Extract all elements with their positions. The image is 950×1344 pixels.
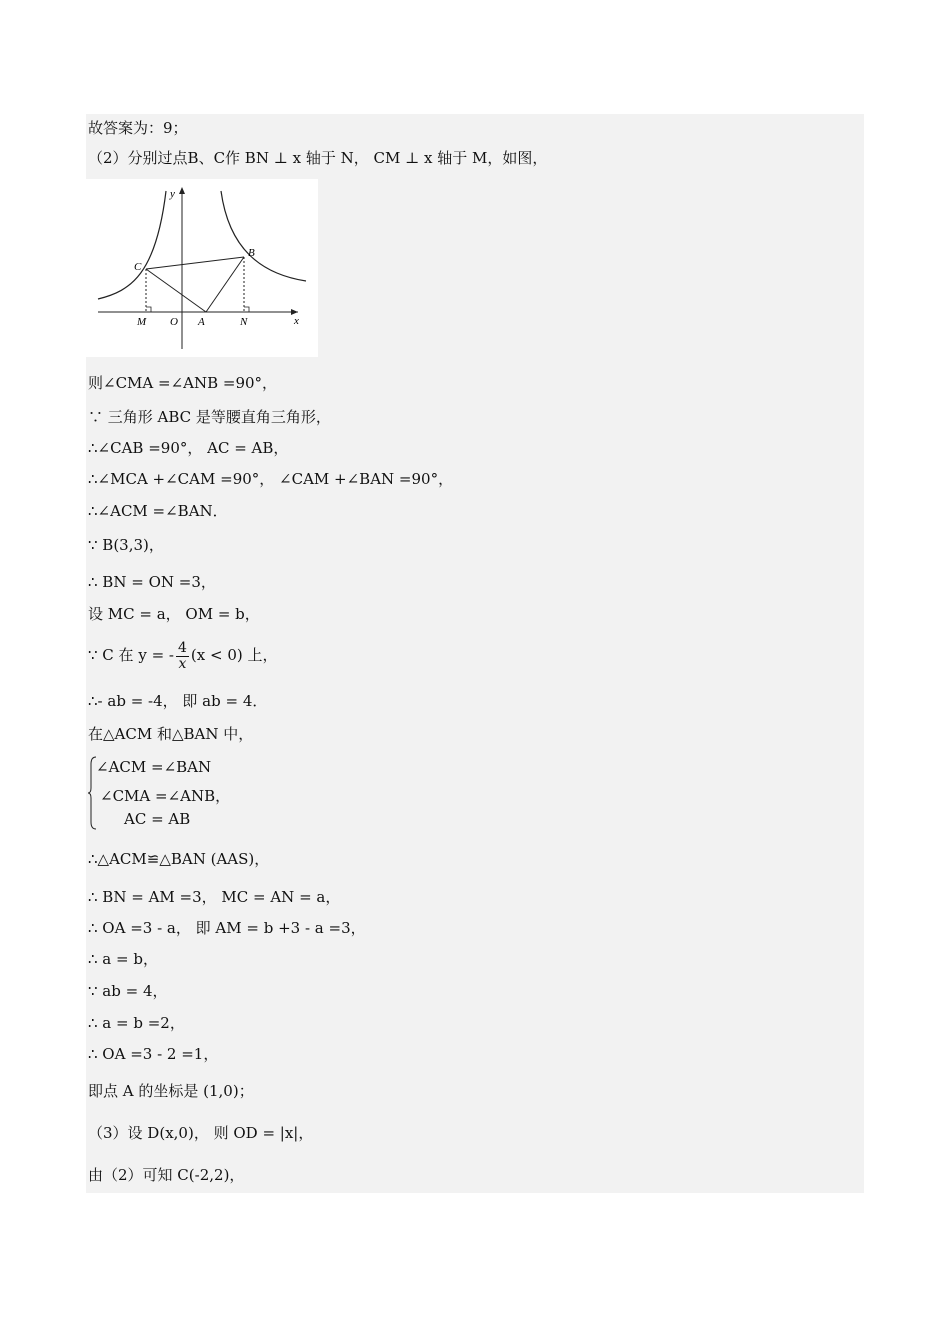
step-oa: ∴ OA =3 - a， 即 AM = b +3 - a =3，: [88, 919, 366, 937]
step-ab-eq-4: ∵ ab = 4，: [88, 982, 168, 1000]
part2-intro: （2）分别过点B、C作 BN ⊥ x 轴于 N， CM ⊥ x 轴于 M，如图，: [88, 149, 548, 167]
step-oa-1: ∴ OA =3 - 2 =1，: [88, 1045, 219, 1063]
label-N: N: [240, 316, 248, 328]
step-cab: ∴∠CAB =90°， AC = AB，: [88, 439, 289, 457]
left-hyperbola-branch: [98, 191, 166, 299]
step-a-b-2: ∴ a = b =2，: [88, 1014, 185, 1032]
step-triangles: 在△ACM 和△BAN 中，: [88, 725, 254, 743]
fraction-numerator: 4: [177, 639, 187, 656]
step-let-ab: 设 MC = a， OM = b，: [88, 605, 260, 623]
label-x: x: [294, 315, 299, 327]
step-a-eq-b: ∴ a = b，: [88, 950, 158, 968]
label-C: C: [134, 261, 142, 273]
label-A: A: [198, 316, 205, 328]
step-sum-angles: ∴∠MCA +∠CAM =90°， ∠CAM +∠BAN =90°，: [88, 470, 454, 488]
step-c-on-curve: [88, 640, 278, 672]
segment-AB: [206, 257, 244, 312]
step-bn-on: ∴ BN = ON =3，: [88, 573, 216, 591]
fraction-denominator: x: [178, 655, 187, 672]
label-y: y: [170, 188, 175, 200]
label-O: O: [170, 316, 178, 328]
segment-CB: [146, 257, 244, 269]
y-axis-arrow: [179, 187, 185, 194]
segment-CA: [146, 269, 206, 312]
system-row-3: AC = AB: [124, 810, 191, 828]
right-angle-M: [146, 307, 151, 312]
system-row-2: ∠CMA =∠ANB，: [100, 787, 231, 805]
curve-text-pre: ∵ C 在 y = -: [88, 646, 174, 664]
answer-line: 故答案为：9；: [88, 119, 188, 137]
step-isosceles: ∵ 三角形 ABC 是等腰直角三角形，: [88, 408, 331, 426]
system-row-1: ∠ACM =∠BAN: [96, 758, 212, 776]
step-congruent: ∴△ACM≌△BAN (AAS)，: [88, 850, 270, 868]
step-angles-90: 则∠CMA =∠ANB =90°，: [88, 374, 278, 392]
fraction: [176, 641, 189, 672]
right-hyperbola-branch: [221, 191, 306, 281]
curve-text-post: (x < 0) 上，: [190, 646, 278, 664]
label-M: M: [137, 316, 147, 328]
part3-intro: （3）设 D(x,0)， 则 OD = |x|，: [88, 1124, 314, 1142]
step-bn-am: ∴ BN = AM =3， MC = AN = a，: [88, 888, 341, 906]
step-ab-4: ∴- ab = -4， 即 ab = 4．: [88, 692, 268, 710]
step-point-b: ∵ B(3,3)，: [88, 536, 164, 554]
right-angle-N: [244, 307, 249, 312]
step-acm-ban: ∴∠ACM =∠BAN．: [88, 502, 228, 520]
step-point-c: 由（2）可知 C(-2,2)，: [88, 1166, 245, 1184]
step-point-a: 即点 A 的坐标是 (1,0)；: [88, 1082, 254, 1100]
coordinate-figure: [86, 179, 318, 357]
label-B: B: [248, 247, 255, 259]
